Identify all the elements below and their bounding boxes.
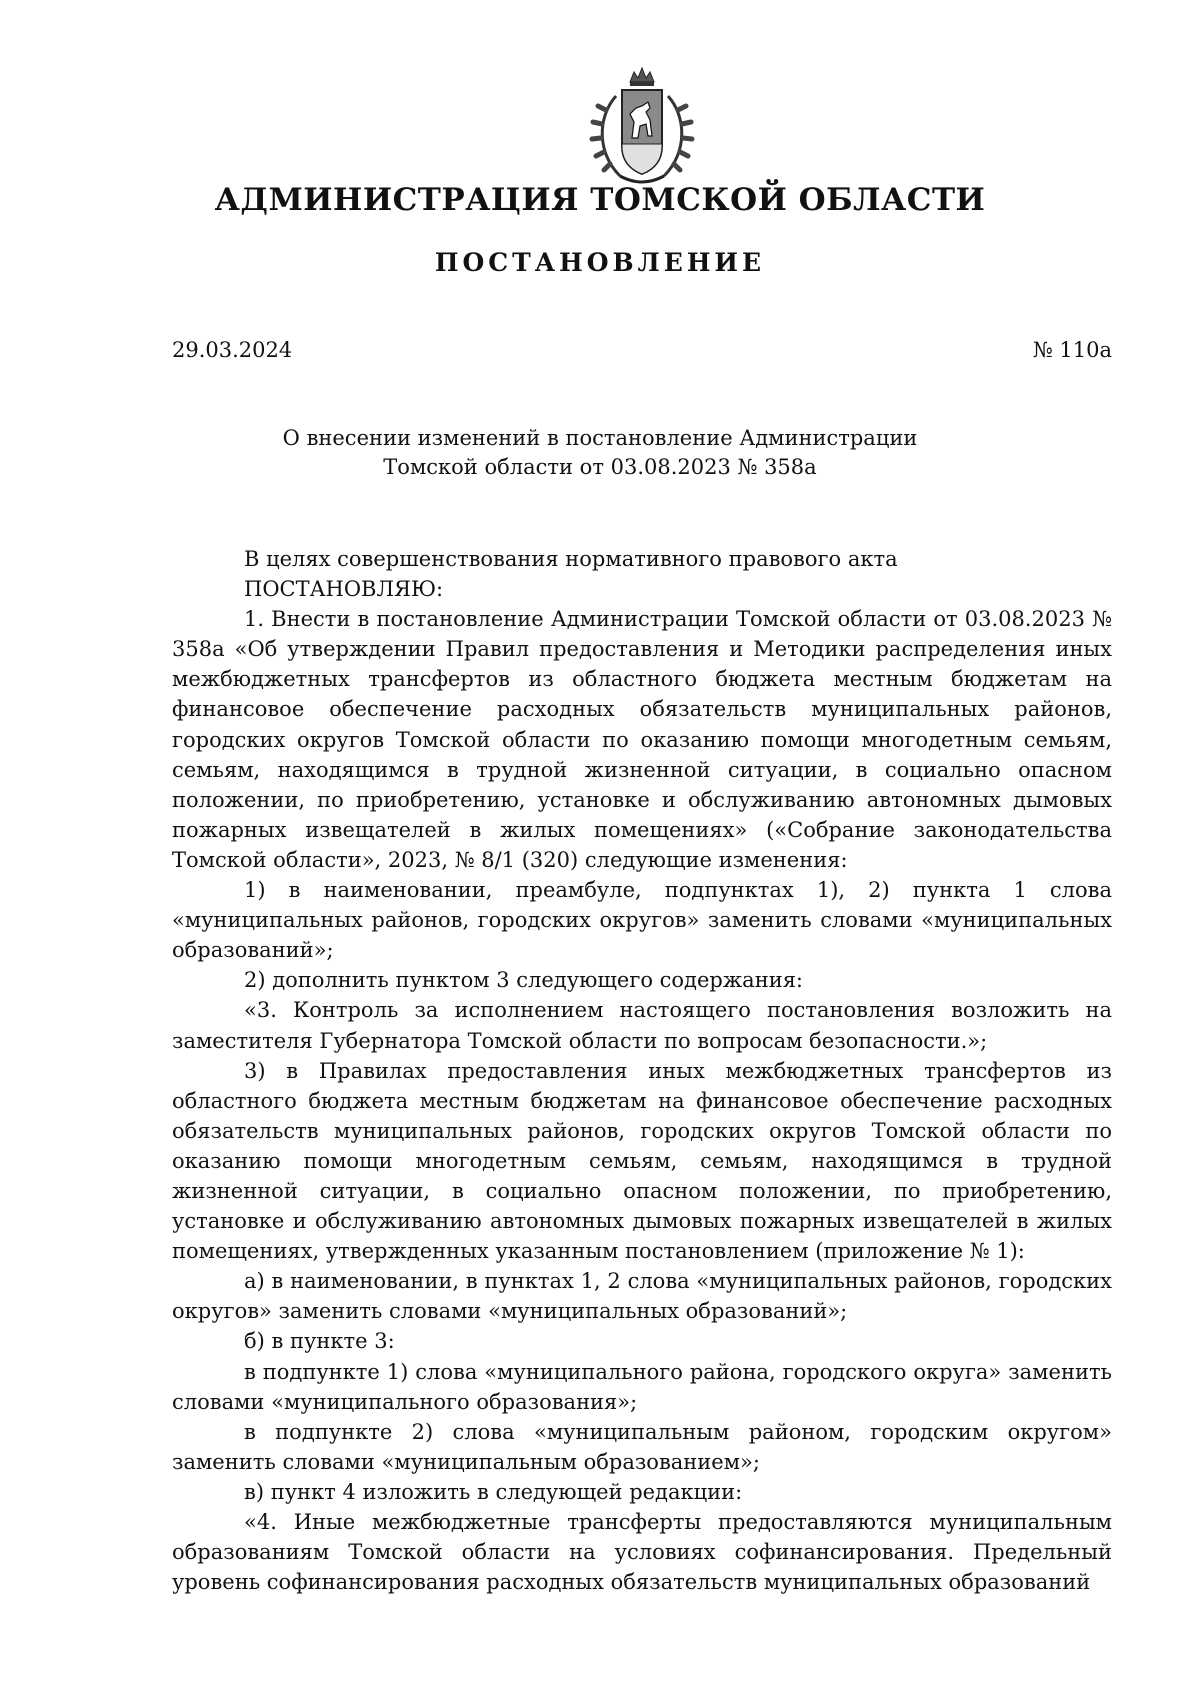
- document-type-title: ПОСТАНОВЛЕНИЕ: [434, 248, 766, 277]
- subclause-1-paragraph: 1) в наименовании, преамбуле, подпунктах 1), 2) пункта 1 слова «муниципальных районов, городских округов» заменить словами «муниципальных образований»;: [172, 878, 1112, 963]
- document-date: 29.03.2024: [172, 338, 293, 362]
- clause-3-text-paragraph: «3. Контроль за исполнением настоящего постановления возложить на заместителя Губернатора Томской области по вопросам безопасности.»;: [172, 998, 1112, 1053]
- item-b-paragraph: б) в пункте 3:: [244, 1329, 395, 1354]
- clause-1-paragraph: 1. Внести в постановление Администрации Томской области от 03.08.2023 № 358а «Об утверждении Правил предоставления и Методики распределения иных межбюджетных трансфертов из областного бюджета местным бюджетам на финансовое обеспечение расходных обязательств муниципальных районов, городских округов Томской области по оказанию помощи многодетным семьям, семьям, находящимся в трудной жизненной ситуации, в социально опасном положении, по приобретению, установке и обслуживанию автономных дымовых пожарных извещателей в жилых помещениях» («Собрание законодательства Томской области», 2023, № 8/1 (320) следующие изменения:: [172, 607, 1112, 872]
- item-v-paragraph: в) пункт 4 изложить в следующей редакции:: [244, 1479, 743, 1504]
- resolve-keyword: ПОСТАНОВЛЯЮ:: [244, 577, 444, 602]
- clause-4-text-paragraph: «4. Иные межбюджетные трансферты предоставляются муниципальным образованиям Томской области на условиях софинансирования. Предельный уровень софинансирования расходных обязательств муниципальных образований: [172, 1510, 1112, 1595]
- document-body: [172, 544, 1112, 1597]
- subclause-2-paragraph: 2) дополнить пунктом 3 следующего содержания:: [244, 968, 804, 993]
- document-number: № 110а: [1032, 338, 1112, 362]
- organization-title: АДМИНИСТРАЦИЯ ТОМСКОЙ ОБЛАСТИ: [214, 182, 986, 218]
- subclause-3-paragraph: 3) в Правилах предоставления иных межбюджетных трансфертов из областного бюджета местным бюджетам на финансовое обеспечение расходных обязательств муниципальных районов, городских округов Томской области по оказанию помощи многодетным семьям, семьям, находящимся в трудной жизненной ситуации, в социально опасном положении, по приобретению, установке и обслуживанию автономных дымовых пожарных извещателей в жилых помещениях, утвержденных указанным постановлением (приложение № 1):: [172, 1058, 1112, 1264]
- tomsk-coat-of-arms-emblem: [586, 66, 698, 190]
- subject-line-2: Томской области от 03.08.2023 № 358а: [383, 455, 817, 479]
- item-b-sub-2-paragraph: в подпункте 2) слова «муниципальным районом, городским округом» заменить словами «муниципальным образованием»;: [172, 1419, 1112, 1474]
- item-a-paragraph: а) в наименовании, в пунктах 1, 2 слова «муниципальных районов, городских округов» заменить словами «муниципальных образований»;: [172, 1269, 1112, 1324]
- item-b-sub-1-paragraph: в подпункте 1) слова «муниципального района, городского округа» заменить словами «муниципального образования»;: [172, 1359, 1112, 1414]
- document-subject: [0, 424, 1200, 482]
- preamble-paragraph: В целях совершенствования нормативного правового акта: [244, 547, 898, 571]
- subject-line-1: О внесении изменений в постановление Администрации: [282, 426, 918, 450]
